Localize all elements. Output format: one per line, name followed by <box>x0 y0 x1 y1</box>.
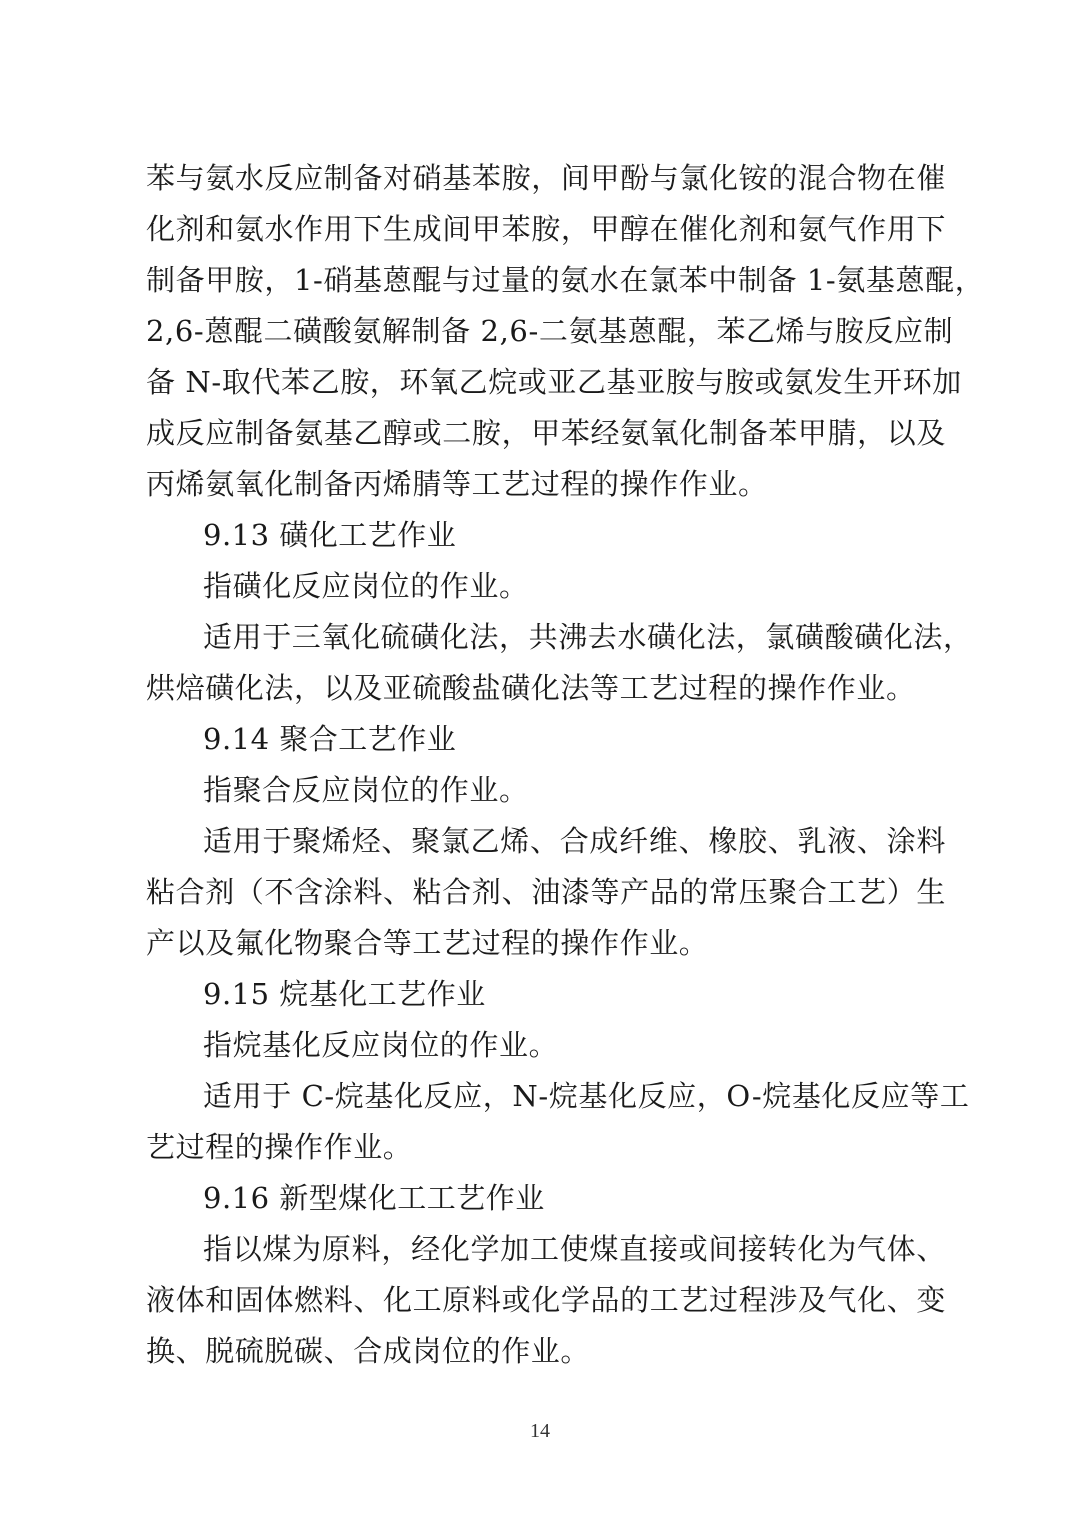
section-heading-9-13: 9.13 磺化工艺作业 <box>203 518 457 552</box>
section-heading-9-16: 9.16 新型煤化工工艺作业 <box>203 1181 545 1215</box>
section-heading-9-14: 9.14 聚合工艺作业 <box>203 722 457 756</box>
section-definition: 指磺化反应岗位的作业。 <box>203 569 529 603</box>
text-line: 艺过程的操作作业。 <box>146 1130 413 1164</box>
text-line: 苯与氨水反应制备对硝基苯胺，间甲酚与氯化铵的混合物在催 <box>146 161 946 195</box>
text-line: 2,6-蒽醌二磺酸氨解制备 2,6-二氨基蒽醌，苯乙烯与胺反应制 <box>146 314 954 348</box>
text-line: 丙烯氨氧化制备丙烯腈等工艺过程的操作作业。 <box>146 467 768 501</box>
section-definition: 指聚合反应岗位的作业。 <box>203 773 529 807</box>
section-definition: 指烷基化反应岗位的作业。 <box>203 1028 559 1062</box>
text-line: 制备甲胺，1-硝基蒽醌与过量的氨水在氯苯中制备 1-氨基蒽醌， <box>146 263 985 297</box>
text-line: 液体和固体燃料、化工原料或化学品的工艺过程涉及气化、变 <box>146 1283 946 1317</box>
text-line: 适用于聚烯烃、聚氯乙烯、合成纤维、橡胶、乳液、涂料 <box>203 824 946 858</box>
section-heading-9-15: 9.15 烷基化工艺作业 <box>203 977 486 1011</box>
text-line: 适用于 C-烷基化反应，N-烷基化反应，O-烷基化反应等工 <box>203 1079 970 1113</box>
text-line: 化剂和氨水作用下生成间甲苯胺，甲醇在催化剂和氨气作用下 <box>146 212 946 246</box>
text-line: 粘合剂（不含涂料、粘合剂、油漆等产品的常压聚合工艺）生 <box>146 875 946 909</box>
text-line: 成反应制备氨基乙醇或二胺，甲苯经氨氧化制备苯甲腈，以及 <box>146 416 946 450</box>
page-number: 14 <box>530 1420 550 1442</box>
text-line: 指以煤为原料，经化学加工使煤直接或间接转化为气体、 <box>203 1232 946 1266</box>
text-line: 适用于三氧化硫磺化法，共沸去水磺化法，氯磺酸磺化法， <box>203 620 973 654</box>
text-line: 换、脱硫脱碳、合成岗位的作业。 <box>146 1334 591 1368</box>
text-line: 烘焙磺化法，以及亚硫酸盐磺化法等工艺过程的操作作业。 <box>146 671 916 705</box>
text-line: 备 N-取代苯乙胺，环氧乙烷或亚乙基亚胺与胺或氨发生开环加 <box>146 365 962 399</box>
text-line: 产以及氟化物聚合等工艺过程的操作作业。 <box>146 926 709 960</box>
